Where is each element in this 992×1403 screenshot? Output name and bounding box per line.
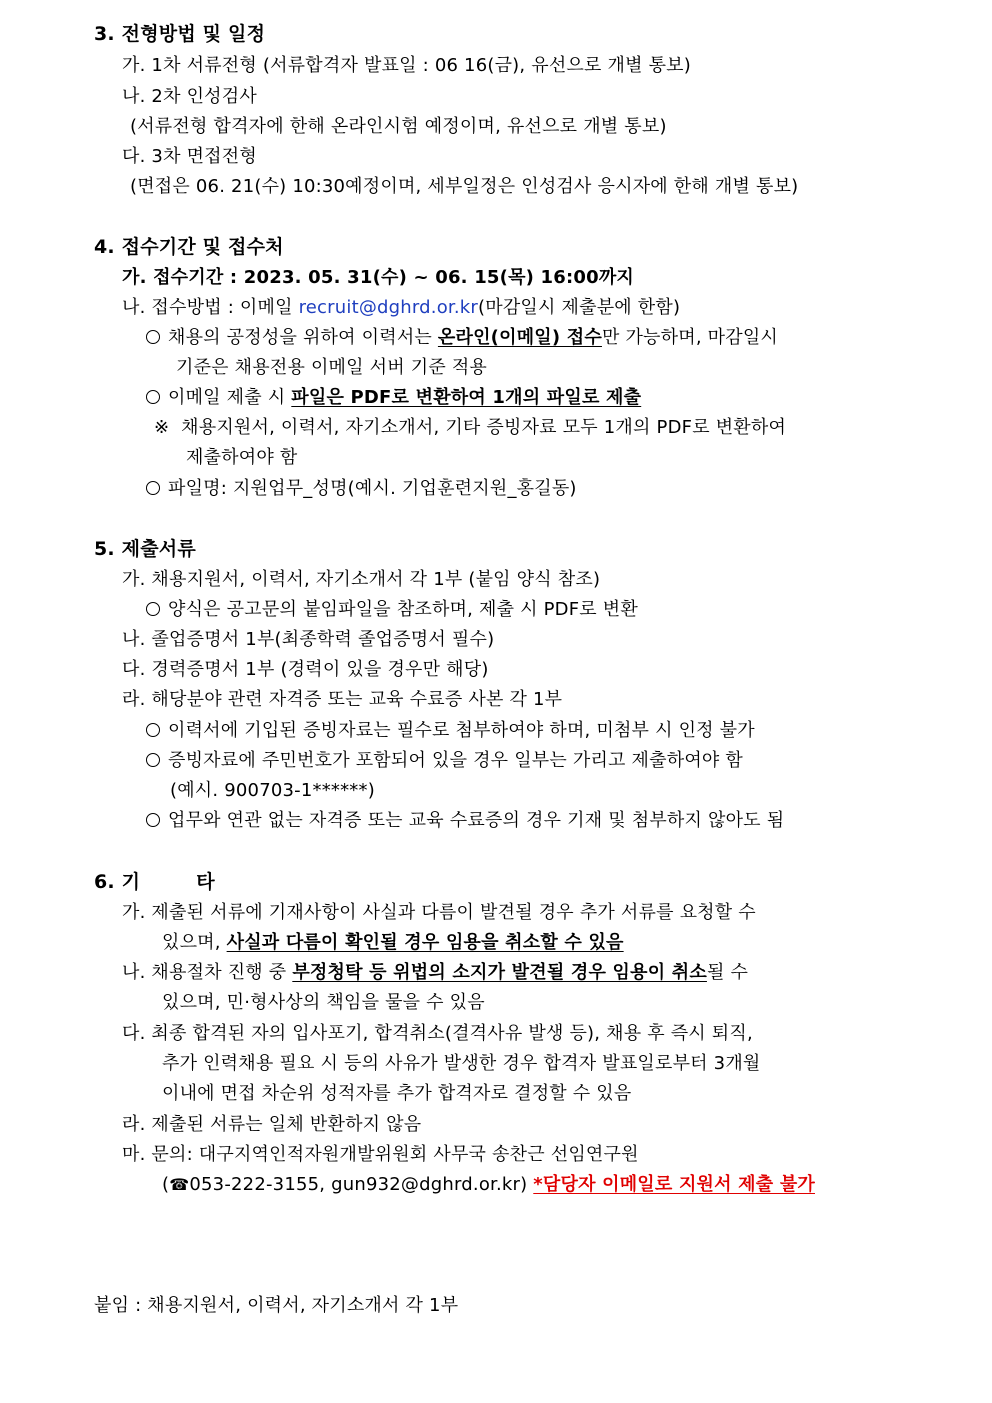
circle-bullet-icon <box>146 481 160 495</box>
s3-item-ga: 가. 1차 서류전형 (서류합격자 발표일 : 06 16(금), 유선으로 개별 통보) <box>122 55 691 76</box>
s4-na-suffix: (마감일시 제출분에 한함) <box>478 297 681 318</box>
s6-ga-emphasis: 사실과 다름이 확인될 경우 임용을 취소할 수 있음 <box>226 932 624 953</box>
s5-ra-bullet-2-example: (예시. 900703-1******) <box>170 780 375 801</box>
s6-na-emphasis: 부정청탁 등 위법의 소지가 발견될 경우 임용이 취소 <box>292 962 707 983</box>
s6-item-na-line1: 나. 채용절차 진행 중 부정청탁 등 위법의 소지가 발견될 경우 임용이 취소될 수 <box>122 962 749 983</box>
s4-na-prefix: 나. 접수방법 : 이메일 <box>122 297 299 318</box>
section-6-title: 6. 기 타 <box>94 871 215 893</box>
s5-ra-bullet-1: 이력서에 기입된 증빙자료는 필수로 첨부하여야 하며, 미첨부 시 인정 불가 <box>146 718 755 744</box>
s6-item-na-line2: 있으며, 민·형사상의 책임을 물을 수 있음 <box>162 992 485 1013</box>
section-5-title: 5. 제출서류 <box>94 538 196 560</box>
s6-item-ma-contact: (☎053-222-3155, gun932@dghrd.or.kr) *담당자 이메일로 지원서 제출 불가 <box>162 1174 815 1195</box>
section-4-title: 4. 접수기간 및 접수처 <box>94 236 284 258</box>
s5-item-da: 다. 경력증명서 1부 (경력이 있을 경우만 해당) <box>122 659 489 680</box>
attachment-note: 붙임 : 채용지원서, 이력서, 자기소개서 각 1부 <box>94 1295 459 1316</box>
s6-item-ma: 마. 문의: 대구지역인적자원개발위원회 사무국 송찬근 선임연구원 <box>122 1144 639 1165</box>
s5-ra-bullet-2: 증빙자료에 주민번호가 포함되어 있을 경우 일부는 가리고 제출하여야 함 <box>146 748 743 774</box>
s6-item-da-line3: 이내에 면접 차순위 성적자를 추가 합격자로 결정할 수 있음 <box>162 1083 632 1104</box>
s5-item-ga: 가. 채용지원서, 이력서, 자기소개서 각 1부 (붙임 양식 참조) <box>122 569 601 590</box>
circle-bullet-icon <box>146 753 160 767</box>
s3-item-da-note: (면접은 06. 21(수) 10:30예정이며, 세부일정은 인성검사 응시자에 한해 개별 통보) <box>130 176 799 197</box>
s4-bullet-3: 파일명: 지원업무_성명(예시. 기업훈련지원_홍길동) <box>146 476 577 502</box>
s5-ga-bullet-1: 양식은 공고문의 붙임파일을 참조하며, 제출 시 PDF로 변환 <box>146 597 638 623</box>
s4-bullet-2: 이메일 제출 시 파일은 PDF로 변환하여 1개의 파일로 제출 <box>146 385 641 411</box>
s4-note-cont: 제출하여야 함 <box>186 447 298 468</box>
circle-bullet-icon <box>146 330 160 344</box>
s4-bullet-1-cont: 기준은 채용전용 이메일 서버 기준 적용 <box>176 357 488 378</box>
s6-item-ra: 라. 제출된 서류는 일체 반환하지 않음 <box>122 1114 422 1135</box>
circle-bullet-icon <box>146 390 160 404</box>
s4-note: ※ 채용지원서, 이력서, 자기소개서, 기타 증빙자료 모두 1개의 PDF로 변환하여 <box>154 417 787 438</box>
s4-b1-emphasis: 온라인(이메일) 접수 <box>437 327 602 348</box>
s5-item-ra: 라. 해당분야 관련 자격증 또는 교육 수료증 사본 각 1부 <box>122 689 563 710</box>
s4-bullet-1: 채용의 공정성을 위하여 이력서는 온라인(이메일) 접수만 가능하며, 마감일시 <box>146 325 778 351</box>
s6-item-da-line1: 다. 최종 합격된 자의 입사포기, 합격취소(결격사유 발생 등), 채용 후 즉시 퇴직, <box>122 1023 753 1044</box>
s6-item-da-line2: 추가 인력채용 필요 시 등의 사유가 발생한 경우 합격자 발표일로부터 3개월 <box>162 1053 761 1074</box>
s4-item-na <box>122 295 680 321</box>
s3-item-na-note: (서류전형 합격자에 한해 온라인시험 예정이며, 유선으로 개별 통보) <box>130 116 667 137</box>
contact-info: 053-222-3155, gun932@dghrd.or.kr) <box>189 1174 534 1195</box>
phone-icon: ☎ <box>169 1175 190 1194</box>
s5-item-na: 나. 졸업증명서 1부(최종학력 졸업증명서 필수) <box>122 629 495 650</box>
s6-item-ga-line1: 가. 제출된 서류에 기재사항이 사실과 다름이 발견될 경우 추가 서류를 요청할 수 <box>122 902 756 923</box>
circle-bullet-icon <box>146 723 160 737</box>
s4-b2-emphasis: 파일은 PDF로 변환하여 1개의 파일로 제출 <box>291 387 642 408</box>
circle-bullet-icon <box>146 813 160 827</box>
s3-item-da: 다. 3차 면접전형 <box>122 146 257 167</box>
recruit-email-link[interactable]: recruit@dghrd.or.kr <box>298 297 479 318</box>
s5-ra-bullet-3: 업무와 연관 없는 자격증 또는 교육 수료증의 경우 기재 및 첨부하지 않아도 됨 <box>146 808 784 834</box>
s6-item-ga-line2: 있으며, 사실과 다름이 확인될 경우 임용을 취소할 수 있음 <box>162 932 624 953</box>
reference-mark: ※ <box>154 417 170 438</box>
s3-item-na: 나. 2차 인성검사 <box>122 86 257 107</box>
contact-warning: *담당자 이메일로 지원서 제출 불가 <box>533 1174 815 1195</box>
s4-item-ga: 가. 접수기간 : 2023. 05. 31(수) ~ 06. 15(목) 16:00까지 <box>122 267 635 288</box>
section-3-title: 3. 전형방법 및 일정 <box>94 23 266 45</box>
circle-bullet-icon <box>146 602 160 616</box>
